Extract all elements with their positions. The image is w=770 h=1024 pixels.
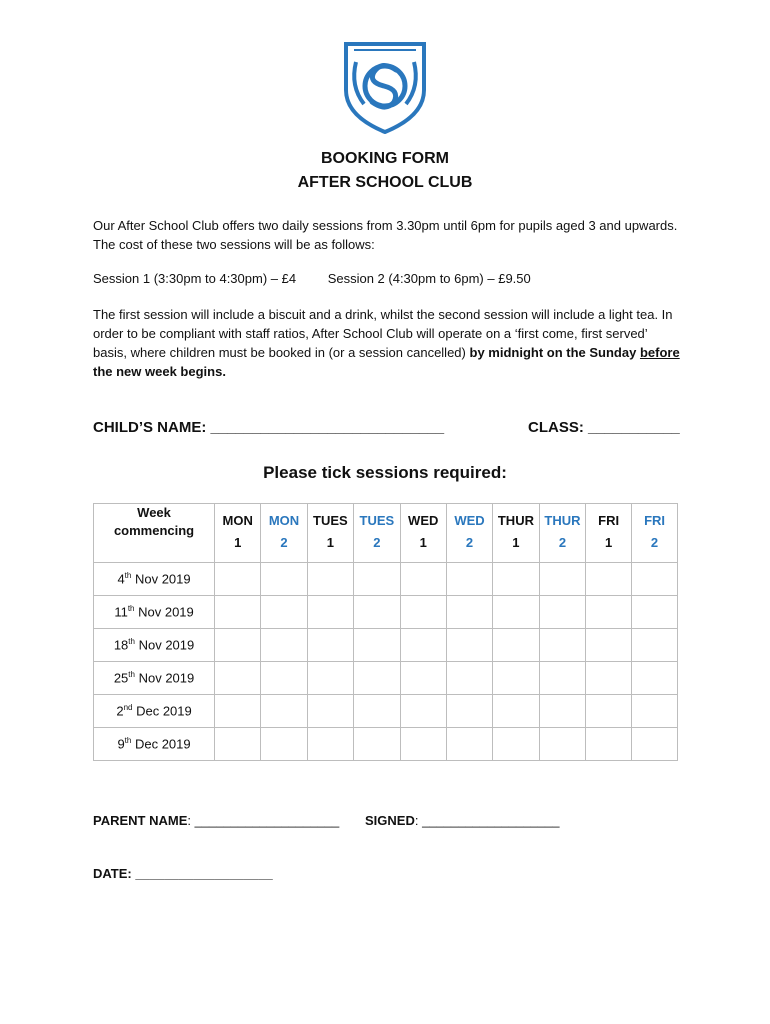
table-row <box>94 728 678 761</box>
tick-cell[interactable] <box>215 695 261 728</box>
col-tues-2: TUES 2 <box>354 504 400 563</box>
tick-cell[interactable] <box>539 695 586 728</box>
tick-cell[interactable] <box>632 728 678 761</box>
session-prices <box>93 269 683 288</box>
tick-cell[interactable] <box>400 563 446 596</box>
details-text: The first session will include a biscuit and a drink, whilst the second session will include a light tea. In order to be compliant with staff ratios, After School Club will operate on a ‘first come, first served’ basis, where children must be booked in (or a session cancelled) <box>93 307 673 360</box>
tick-cell[interactable] <box>400 695 446 728</box>
tick-cell[interactable] <box>632 563 678 596</box>
tick-cell[interactable] <box>446 728 492 761</box>
tick-cell[interactable] <box>400 728 446 761</box>
table-row <box>94 662 678 695</box>
tick-cell[interactable] <box>354 728 400 761</box>
tick-cell[interactable] <box>632 662 678 695</box>
tick-cell[interactable] <box>446 695 492 728</box>
tick-cell[interactable] <box>586 596 632 629</box>
tick-cell[interactable] <box>307 596 353 629</box>
tick-cell[interactable] <box>215 662 261 695</box>
tick-cell[interactable] <box>261 563 307 596</box>
class-field[interactable]: CLASS: ___________ <box>528 419 680 436</box>
tick-cell[interactable] <box>261 629 307 662</box>
col-wed-2: WED 2 <box>446 504 492 563</box>
tick-cell[interactable] <box>446 563 492 596</box>
col-mon-1: MON 1 <box>215 504 261 563</box>
tick-cell[interactable] <box>215 563 261 596</box>
tick-cell[interactable] <box>354 629 400 662</box>
col-thur-1: THUR 1 <box>493 504 540 563</box>
intro-paragraph: Our After School Club offers two daily sessions from 3.30pm until 6pm for pupils aged 3 and upwards. The cost of these two sessions will be as follows: <box>93 218 678 252</box>
tick-cell[interactable] <box>539 662 586 695</box>
tick-cell[interactable] <box>446 662 492 695</box>
school-crest-logo <box>342 42 428 134</box>
week-date: 2nd Dec 2019 <box>94 695 215 728</box>
tick-cell[interactable] <box>586 629 632 662</box>
tick-cell[interactable] <box>261 695 307 728</box>
tick-cell[interactable] <box>632 695 678 728</box>
tick-cell[interactable] <box>354 695 400 728</box>
details-end: the new week begins. <box>93 364 226 379</box>
col-fri-1: FRI 1 <box>586 504 632 563</box>
tick-cell[interactable] <box>354 563 400 596</box>
tick-cell[interactable] <box>215 629 261 662</box>
tick-cell[interactable] <box>446 596 492 629</box>
tick-cell[interactable] <box>215 596 261 629</box>
tick-cell[interactable] <box>307 629 353 662</box>
week-date: 4th Nov 2019 <box>94 563 215 596</box>
tick-cell[interactable] <box>215 728 261 761</box>
tick-cell[interactable] <box>446 629 492 662</box>
tick-cell[interactable] <box>307 662 353 695</box>
date-field[interactable]: DATE: ___________________ <box>93 866 273 881</box>
tick-cell[interactable] <box>400 629 446 662</box>
tick-cell[interactable] <box>307 695 353 728</box>
tick-cell[interactable] <box>307 728 353 761</box>
tick-cell[interactable] <box>493 728 540 761</box>
week-date: 18th Nov 2019 <box>94 629 215 662</box>
tick-cell[interactable] <box>539 629 586 662</box>
tick-cell[interactable] <box>261 728 307 761</box>
tick-cell[interactable] <box>493 563 540 596</box>
tick-cell[interactable] <box>586 695 632 728</box>
tick-cell[interactable] <box>539 596 586 629</box>
tick-cell[interactable] <box>307 563 353 596</box>
tick-cell[interactable] <box>493 695 540 728</box>
signed-field[interactable]: SIGNED: ___________________ <box>365 813 560 828</box>
col-mon-2: MON 2 <box>261 504 307 563</box>
details-deadline: by midnight on the Sunday <box>469 345 637 360</box>
details-before: before <box>639 345 680 360</box>
form-title: BOOKING FORM <box>321 150 449 167</box>
table-row <box>94 596 678 629</box>
col-thur-2: THUR 2 <box>539 504 586 563</box>
details-paragraph <box>93 305 683 381</box>
tick-cell[interactable] <box>261 596 307 629</box>
tick-cell[interactable] <box>539 728 586 761</box>
table-header-row <box>94 504 678 563</box>
col-fri-2: FRI 2 <box>632 504 678 563</box>
tick-cell[interactable] <box>354 596 400 629</box>
col-tues-1: TUES 1 <box>307 504 353 563</box>
tick-cell[interactable] <box>539 563 586 596</box>
tick-cell[interactable] <box>632 596 678 629</box>
parent-name-field[interactable]: PARENT NAME: ____________________ <box>93 813 340 828</box>
tick-cell[interactable] <box>586 728 632 761</box>
tick-cell[interactable] <box>586 563 632 596</box>
table-row <box>94 629 678 662</box>
session1-price: Session 1 (3:30pm to 4:30pm) – £4 <box>93 271 297 286</box>
col-wed-1: WED 1 <box>400 504 446 563</box>
session2-price: Session 2 (4:30pm to 6pm) – £9.50 <box>327 271 531 286</box>
tick-cell[interactable] <box>400 596 446 629</box>
tick-cell[interactable] <box>261 662 307 695</box>
sessions-table <box>93 503 678 761</box>
table-row <box>94 563 678 596</box>
child-name-field[interactable]: CHILD’S NAME: ____________________________ <box>93 419 445 436</box>
tick-cell[interactable] <box>632 629 678 662</box>
week-date: 9th Dec 2019 <box>94 728 215 761</box>
week-commencing-header: Week commencing <box>94 504 215 563</box>
tick-cell[interactable] <box>400 662 446 695</box>
tick-cell[interactable] <box>354 662 400 695</box>
table-row <box>94 695 678 728</box>
week-date: 11th Nov 2019 <box>94 596 215 629</box>
tick-cell[interactable] <box>493 596 540 629</box>
week-date: 25th Nov 2019 <box>94 662 215 695</box>
tick-cell[interactable] <box>493 629 540 662</box>
tick-cell[interactable] <box>493 662 540 695</box>
tick-cell[interactable] <box>586 662 632 695</box>
form-subtitle: AFTER SCHOOL CLUB <box>297 174 473 191</box>
tick-heading: Please tick sessions required: <box>263 463 507 482</box>
